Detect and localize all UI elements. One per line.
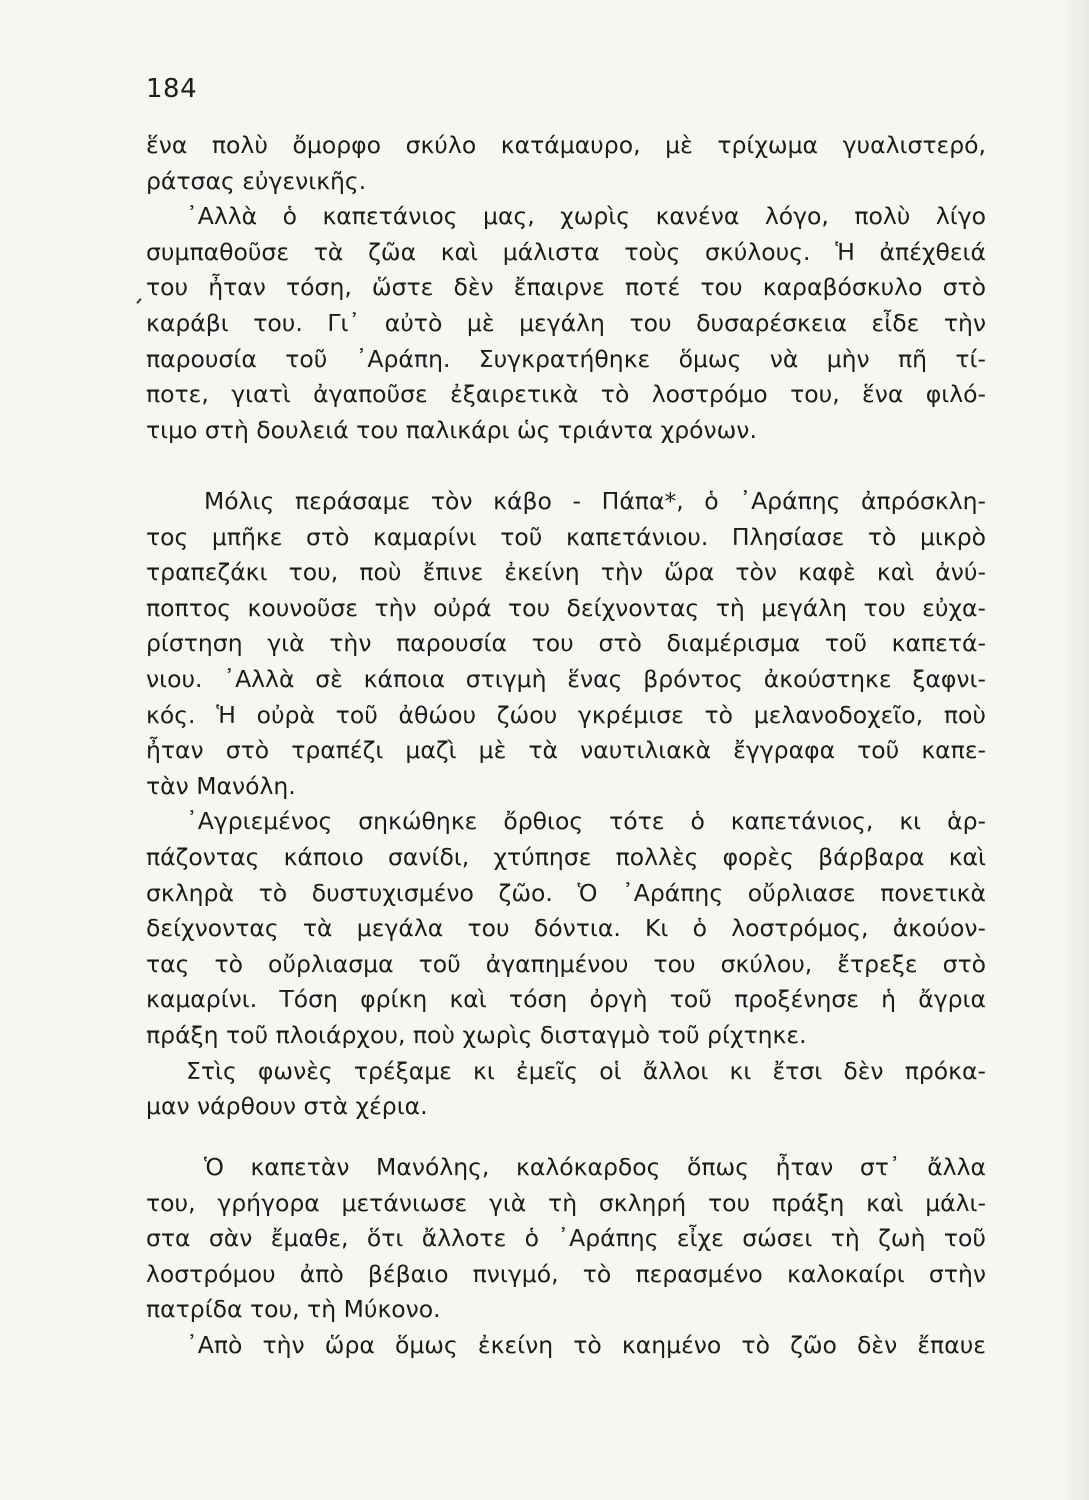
text-line: ἕνα πολὺ ὄμορφο σκύλο κατάμαυρο, μὲ τρίχωμα γυαλιστερό,: [146, 131, 986, 159]
text-line: Στὶς φωνὲς τρέξαμε κι ἐμεῖς οἱ ἄλλοι κι ἔτσι δὲν πρόκα-: [186, 1056, 986, 1085]
text-block-middle: [146, 484, 986, 1125]
text-line: πράξη τοῦ πλοιάρχου, ποὺ χωρὶς δισταγμὸ τοῦ ρίχτηκε.: [146, 1020, 807, 1049]
text-line: ράτσας εὐγενικῆς.: [146, 166, 367, 195]
text-line: του, γρήγορα μετάνιωσε γιὰ τὴ σκληρή του πράξη καὶ μάλι-: [146, 1188, 986, 1217]
text-line: κός. Ἡ οὐρὰ τοῦ ἀθώου ζώου γκρέμισε τὸ μελανοδοχεῖο, ποὺ: [146, 700, 986, 729]
text-line: ποπτος κουνοῦσε τὴν οὐρά του δείχνοντας τὴ μεγάλη του εὐχα-: [146, 593, 986, 622]
text-line: καμαρίνι. Τόση φρίκη καὶ τόση ὀργὴ τοῦ προξένησε ἡ ἄγρια: [146, 985, 986, 1014]
text-line: δείχνοντας τὰ μεγάλα του δόντια. Κι ὁ λοστρόμος, ἀκούον-: [146, 914, 986, 943]
text-line: πατρίδα του, τὴ Μύκονο.: [146, 1295, 441, 1324]
text-line: πάζοντας κάποιο σανίδι, χτύπησε πολλὲς φορὲς βάρβαρα καὶ: [146, 842, 986, 871]
page-edge-shadow: [1059, 0, 1089, 1500]
text-line: τραπεζάκι του, ποὺ ἔπινε ἐκείνη τὴν ὥρα τὸν καφὲ καὶ ἀνύ-: [146, 558, 986, 587]
text-line: σκληρὰ τὸ δυστυχισμένο ζῶο. Ὁ ᾿Αράπης οὔρλιασε πονετικὰ: [146, 878, 986, 907]
text-line: τος μπῆκε στὸ καμαρίνι τοῦ καπετάνιου. Πλησίασε τὸ μικρὸ: [146, 522, 986, 551]
text-line: λοστρόμου ἀπὸ βέβαιο πνιγμό, τὸ περασμένο καλοκαίρι στὴν: [146, 1259, 986, 1288]
text-line: Μόλις περάσαμε τὸν κάβο - Πάπα*, ὁ ᾿Αράπης ἀπρόσκλη-: [204, 487, 986, 515]
text-line: νιου. ᾿Αλλὰ σὲ κάποια στιγμὴ ἕνας βρόντος ἀκούστηκε ξαφνι-: [146, 664, 986, 693]
text-line: ᾿Αγριεμένος σηκώθηκε ὄρθιος τότε ὁ καπετάνιος, κι ἁρ-: [186, 807, 986, 836]
text-line: μαν νάρθουν στὰ χέρια.: [146, 1092, 428, 1121]
text-line: συμπαθοῦσε τὰ ζῶα καὶ μάλιστα τοὺς σκύλους. Ἡ ἀπέχθειά: [146, 237, 986, 266]
text-block-top: [146, 128, 986, 448]
text-line: ρίστηση γιὰ τὴν παρουσία του στὸ διαμέρισμα τοῦ καπετά-: [146, 629, 986, 658]
text-line: ᾿Αλλὰ ὁ καπετάνιος μας, χωρὶς κανένα λόγο, πολὺ λίγο: [186, 202, 986, 231]
text-line: του ἦταν τόση, ὥστε δὲν ἔπαιρνε ποτέ του καραβόσκυλο στὸ: [146, 273, 986, 302]
text-line: παρουσία τοῦ ᾿Αράπη. Συγκρατήθηκε ὅμως νὰ μὴν πῆ τί-: [146, 344, 986, 373]
text-line: τιμο στὴ δουλειά του παλικάρι ὡς τριάντα χρόνων.: [146, 415, 757, 444]
text-line: Ὁ καπετὰν Μανόλης, καλόκαρδος ὅπως ἦταν στ᾿ ἄλλα: [204, 1153, 986, 1181]
text-line: τας τὸ οὔρλιασμα τοῦ ἀγαπημένου του σκύλου, ἔτρεξε στὸ: [146, 949, 986, 978]
text-line: στα σὰν ἔμαθε, ὅτι ἄλλοτε ὁ ᾿Αράπης εἶχε σώσει τὴ ζωὴ τοῦ: [146, 1224, 986, 1253]
text-line: τὰν Μανόλη.: [146, 771, 296, 800]
text-line: ᾿Απὸ τὴν ὥρα ὅμως ἐκείνη τὸ καημένο τὸ ζῶο δὲν ἔπαυε: [186, 1330, 986, 1359]
page-number: 184: [146, 74, 198, 104]
text-block-bottom: [146, 1150, 986, 1364]
text-line: ἦταν στὸ τραπέζι μαζὶ μὲ τὰ ναυτιλιακὰ ἔγγραφα τοῦ καπε-: [146, 736, 986, 765]
margin-pencil-mark: [136, 298, 141, 304]
text-line: καράβι του. Γι᾿ αὐτὸ μὲ μεγάλη του δυσαρέσκεια εἶδε τὴν: [146, 308, 986, 337]
text-line: ποτε, γιατὶ ἀγαποῦσε ἐξαιρετικὰ τὸ λοστρόμο του, ἕνα φιλό-: [146, 380, 986, 409]
